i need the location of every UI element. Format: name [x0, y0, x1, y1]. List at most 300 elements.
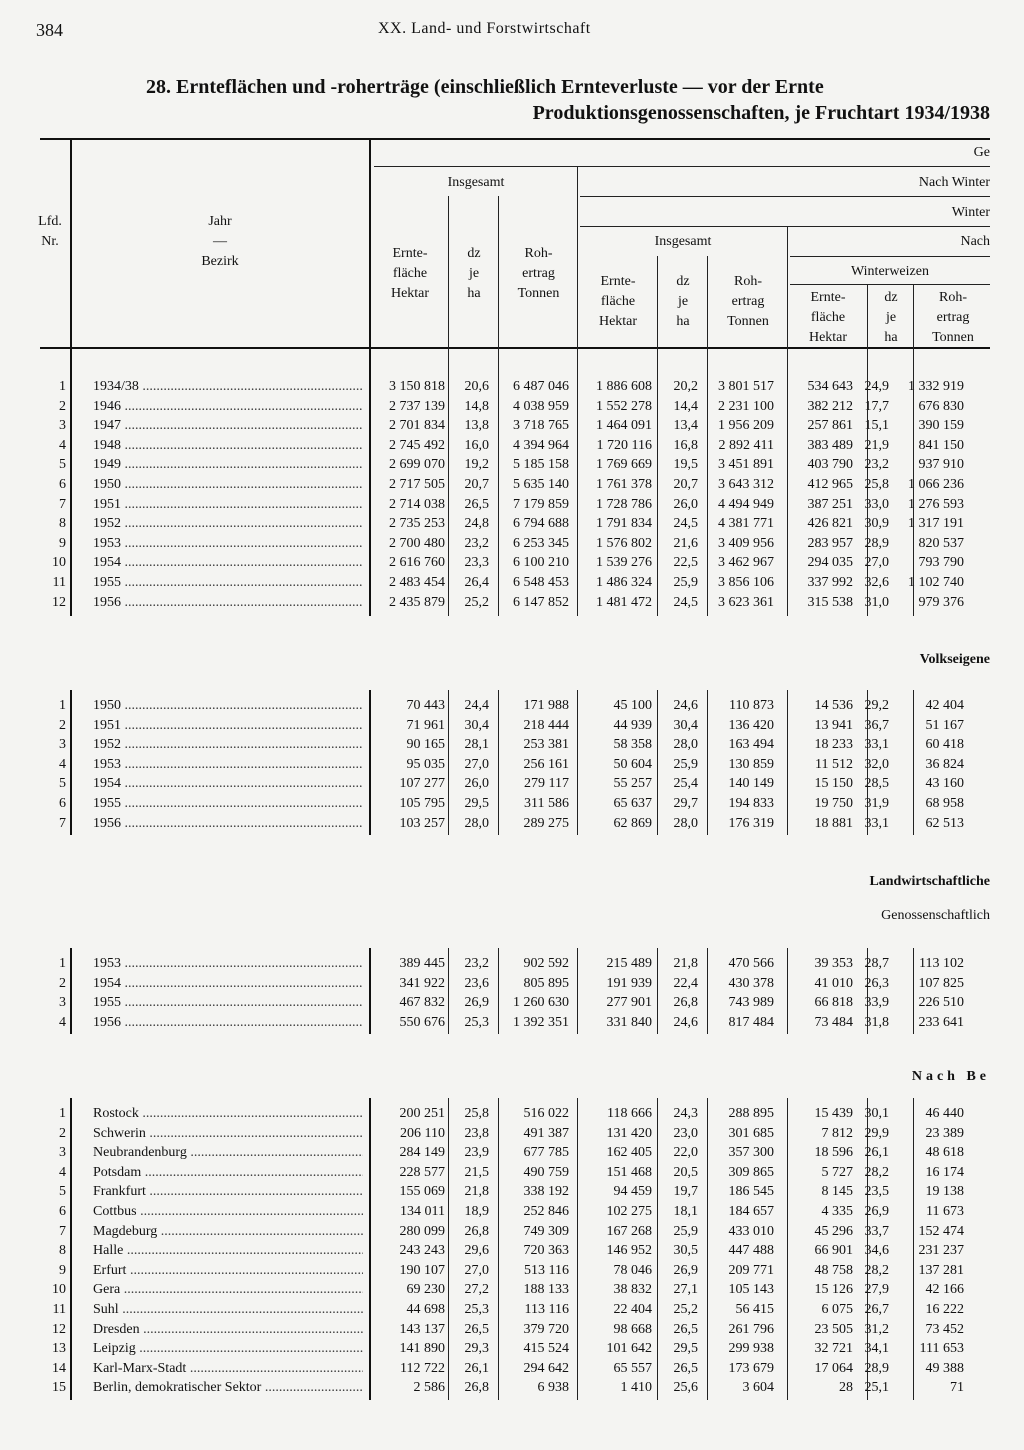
cell-roh-total: 294 642	[523, 1360, 569, 1376]
cell-dzha-winterweizen: 26,3	[864, 975, 889, 991]
cell-roh-total: 4 394 964	[513, 437, 569, 453]
column-rule	[657, 948, 658, 1034]
cell-flaeche-total: 389 445	[399, 956, 445, 971]
row-label: 1951 .....	[93, 495, 363, 515]
row-label: Magdeburg .....	[93, 1222, 363, 1242]
cell-dzha-total: 25,8	[464, 1106, 489, 1121]
cell-flaeche-winterweizen: 41 010	[814, 975, 853, 991]
cell-roh-total: 6 938	[537, 1380, 569, 1396]
cell-roh-winterweizen: 42 404	[925, 698, 964, 713]
cell-dzha-winter: 21,6	[673, 535, 698, 551]
cell-dzha-total: 26,8	[464, 1380, 489, 1396]
row-label: 1956 .....	[93, 1013, 363, 1033]
cell-roh-total: 3 718 765	[513, 418, 569, 434]
cell-dzha-winterweizen: 27,9	[864, 1282, 889, 1298]
cell-dzha-winterweizen: 33,9	[864, 995, 889, 1011]
table-row	[0, 1182, 1000, 1202]
cell-roh-total: 720 363	[523, 1243, 569, 1259]
cell-flaeche-total: 2 737 139	[389, 398, 445, 414]
row-number: 5	[59, 457, 66, 473]
cell-dzha-winterweizen: 26,9	[864, 1204, 889, 1219]
row-number: 7	[59, 496, 66, 512]
row-number: 9	[59, 535, 66, 551]
row-number: 6	[59, 1204, 66, 1219]
cell-dzha-total: 14,8	[464, 398, 489, 414]
cell-dzha-winter: 28,0	[673, 815, 698, 831]
row-label: Gera .....	[93, 1280, 363, 1300]
header-divider-nr	[70, 138, 72, 348]
row-label: Leipzig .....	[93, 1339, 363, 1359]
cell-flaeche-winterweizen: 15 126	[814, 1282, 853, 1298]
cell-flaeche-winter: 98 668	[613, 1321, 652, 1337]
cell-roh-winter: 3 623 361	[718, 594, 774, 610]
cell-dzha-winterweizen: 17,7	[864, 398, 889, 414]
cell-dzha-total: 27,2	[464, 1282, 489, 1298]
row-label: Erfurt .....	[93, 1261, 363, 1281]
header-divider-5	[707, 256, 708, 348]
cell-flaeche-total: 200 251	[399, 1106, 445, 1121]
row-label: 1956 .....	[93, 814, 363, 834]
row-number: 2	[59, 717, 66, 733]
header-insgesamt: Insgesamt	[447, 175, 505, 190]
cell-dzha-winter: 14,4	[673, 398, 698, 414]
cell-dzha-winter: 26,5	[673, 1360, 698, 1376]
cell-roh-total: 1 392 351	[513, 1014, 569, 1030]
cell-flaeche-winter: 62 869	[613, 815, 652, 831]
cell-dzha-winter: 22,0	[673, 1145, 698, 1161]
cell-flaeche-winter: 101 642	[606, 1341, 652, 1357]
cell-roh-winter: 261 796	[728, 1321, 774, 1337]
cell-roh-winterweizen: 36 824	[925, 756, 964, 772]
cell-dzha-winter: 30,4	[673, 717, 698, 733]
cell-dzha-winterweizen: 31,2	[864, 1321, 889, 1337]
cell-roh-total: 6 794 688	[513, 516, 569, 532]
cell-roh-winter: 817 484	[728, 1014, 774, 1030]
cell-roh-winterweizen: 16 222	[925, 1302, 964, 1317]
cell-dzha-winter: 18,1	[673, 1204, 698, 1219]
row-number: 8	[59, 516, 66, 532]
col-head-flaeche-2: Ernte- fläche Hektar	[598, 274, 638, 329]
header-rule-nach-winter	[580, 196, 990, 197]
cell-flaeche-total: 2 735 253	[389, 516, 445, 532]
cell-dzha-winterweizen: 28,2	[864, 1164, 889, 1180]
cell-flaeche-winterweizen: 14 536	[814, 698, 853, 713]
row-label: 1950 .....	[93, 696, 363, 716]
header-insgesamt-winter: Insgesamt	[654, 234, 712, 249]
cell-flaeche-winterweizen: 7 812	[821, 1125, 853, 1141]
row-number: 2	[59, 398, 66, 414]
cell-roh-winter: 309 865	[728, 1164, 774, 1180]
cell-flaeche-total: 2 700 480	[389, 535, 445, 551]
cell-flaeche-winterweizen: 48 758	[814, 1262, 853, 1278]
cell-dzha-winterweizen: 26,7	[864, 1302, 889, 1317]
cell-flaeche-winter: 1 539 276	[596, 555, 652, 571]
cell-roh-total: 6 548 453	[513, 575, 569, 590]
cell-flaeche-total: 190 107	[399, 1262, 445, 1278]
cell-dzha-total: 23,8	[464, 1125, 489, 1141]
cell-dzha-total: 16,0	[464, 437, 489, 453]
cell-roh-winter: 3 409 956	[718, 535, 774, 551]
row-number: 8	[59, 1243, 66, 1259]
cell-dzha-total: 26,5	[464, 1321, 489, 1337]
table-row	[0, 1339, 1000, 1359]
cell-roh-winterweizen: 46 440	[925, 1106, 964, 1121]
row-number: 3	[59, 737, 66, 753]
cell-dzha-total: 25,2	[464, 594, 489, 610]
cell-dzha-winterweizen: 33,1	[864, 815, 889, 831]
cell-flaeche-winter: 1 720 116	[596, 437, 652, 453]
cell-flaeche-winterweizen: 66 818	[814, 995, 853, 1011]
header-lfd-nr: Lfd. Nr.	[38, 214, 62, 249]
table-title-line-1: 28. Ernteflächen und -roherträge (einschließlich Ernteverluste — vor der Ernte	[146, 76, 824, 98]
table-row	[0, 716, 1000, 736]
cell-roh-winterweizen: 11 673	[926, 1204, 964, 1219]
cell-flaeche-winter: 45 100	[613, 698, 652, 713]
column-rule	[707, 948, 708, 1034]
cell-roh-winterweizen: 68 958	[925, 796, 964, 811]
table-row	[0, 1320, 1000, 1340]
row-number: 2	[59, 975, 66, 991]
column-rule	[70, 690, 72, 835]
cell-flaeche-winter: 1 552 278	[596, 398, 652, 414]
table-row	[0, 696, 1000, 716]
cell-roh-total: 6 147 852	[513, 594, 569, 610]
cell-dzha-total: 21,8	[464, 1184, 489, 1200]
cell-roh-winter: 194 833	[728, 796, 774, 811]
cell-flaeche-total: 280 099	[399, 1223, 445, 1239]
cell-dzha-winterweizen: 26,1	[864, 1145, 889, 1161]
cell-flaeche-total: 2 616 760	[389, 555, 445, 571]
table-title-line-2: Produktionsgenossenschaften, je Fruchtart 1934/1938	[532, 102, 990, 124]
column-rule	[448, 690, 449, 835]
table-row	[0, 1202, 1000, 1222]
cell-dzha-winterweizen: 24,9	[864, 379, 889, 394]
column-rule	[707, 690, 708, 835]
cell-flaeche-total: 467 832	[399, 995, 445, 1011]
table-row	[0, 1261, 1000, 1281]
running-head: XX. Land- und Forstwirtschaft	[378, 20, 591, 37]
cell-roh-winter: 447 488	[728, 1243, 774, 1259]
cell-dzha-total: 19,2	[464, 457, 489, 473]
cell-dzha-winter: 25,4	[673, 776, 698, 792]
cell-flaeche-winterweizen: 257 861	[807, 418, 853, 434]
column-rule	[577, 690, 578, 835]
row-number: 14	[52, 1360, 66, 1376]
cell-dzha-winterweizen: 28,5	[864, 776, 889, 792]
cell-flaeche-total: 103 257	[399, 815, 445, 831]
cell-dzha-total: 21,5	[464, 1164, 489, 1180]
table-row	[0, 436, 1000, 456]
cell-dzha-winterweizen: 29,2	[864, 698, 889, 713]
table-row	[0, 514, 1000, 534]
header-divider-4	[657, 256, 658, 348]
row-label: 1949 .....	[93, 455, 363, 475]
row-number: 12	[52, 594, 66, 610]
cell-dzha-total: 29,6	[464, 1243, 489, 1259]
cell-roh-winterweizen: 16 174	[925, 1164, 964, 1180]
cell-flaeche-winterweizen: 15 150	[814, 776, 853, 792]
cell-flaeche-total: 2 435 879	[389, 594, 445, 610]
table-row	[0, 1143, 1000, 1163]
cell-dzha-winterweizen: 33,7	[864, 1223, 889, 1239]
cell-roh-total: 7 179 859	[513, 496, 569, 512]
cell-roh-winterweizen: 226 510	[918, 995, 964, 1011]
row-number: 11	[52, 1302, 66, 1317]
cell-roh-winterweizen: 107 825	[918, 975, 964, 991]
table-row	[0, 1013, 1000, 1033]
cell-roh-winterweizen: 1 102 740	[908, 575, 964, 590]
cell-flaeche-total: 155 069	[399, 1184, 445, 1200]
column-rule	[657, 690, 658, 835]
cell-dzha-winterweizen: 28,7	[864, 956, 889, 971]
cell-dzha-winter: 16,8	[673, 437, 698, 453]
column-rule	[498, 948, 499, 1034]
cell-dzha-total: 20,7	[464, 477, 489, 492]
cell-roh-winter: 176 319	[728, 815, 774, 831]
cell-roh-winter: 130 859	[728, 756, 774, 772]
row-label: 1947 .....	[93, 416, 363, 436]
cell-roh-total: 5 185 158	[513, 457, 569, 473]
col-head-flaeche-1: Ernte- fläche Hektar	[390, 246, 430, 301]
table-row	[0, 993, 1000, 1013]
row-number: 6	[59, 796, 66, 811]
cell-roh-winterweizen: 113 102	[919, 956, 964, 971]
cell-flaeche-winter: 1 769 669	[596, 457, 652, 473]
header-jahr-bezirk: Jahr — Bezirk	[201, 214, 239, 269]
row-number: 3	[59, 1145, 66, 1161]
cell-flaeche-total: 95 035	[406, 756, 445, 772]
table-row	[0, 593, 1000, 613]
cell-dzha-winter: 20,2	[673, 379, 698, 394]
cell-roh-total: 289 275	[523, 815, 569, 831]
cell-roh-winter: 3 462 967	[718, 555, 774, 571]
cell-roh-winterweizen: 1 332 919	[908, 379, 964, 394]
table-row	[0, 1378, 1000, 1398]
cell-flaeche-winter: 94 459	[613, 1184, 652, 1200]
cell-roh-winterweizen: 1 066 236	[908, 477, 964, 492]
cell-dzha-total: 27,0	[464, 756, 489, 772]
cell-roh-winterweizen: 48 618	[925, 1145, 964, 1161]
cell-dzha-total: 28,0	[464, 815, 489, 831]
header-rule-nach	[790, 256, 990, 257]
cell-flaeche-winterweizen: 294 035	[807, 555, 853, 571]
column-rule	[913, 1098, 914, 1400]
header-divider-bezirk	[369, 138, 371, 348]
cell-dzha-winter: 26,8	[673, 995, 698, 1011]
cell-dzha-winterweizen: 33,1	[864, 737, 889, 753]
cell-flaeche-winterweizen: 337 992	[807, 575, 853, 590]
cell-dzha-winter: 26,9	[673, 1262, 698, 1278]
cell-dzha-total: 18,9	[464, 1204, 489, 1219]
header-rule-winter	[580, 226, 990, 227]
row-label: 1953 .....	[93, 755, 363, 775]
cell-dzha-total: 25,3	[464, 1014, 489, 1030]
row-label: Rostock .....	[93, 1104, 363, 1124]
cell-flaeche-winterweizen: 6 075	[821, 1302, 853, 1317]
cell-flaeche-winter: 1 728 786	[596, 496, 652, 512]
column-rule	[867, 348, 868, 616]
cell-roh-winter: 470 566	[728, 956, 774, 971]
cell-dzha-total: 23,6	[464, 975, 489, 991]
cell-roh-total: 902 592	[523, 956, 569, 971]
cell-dzha-total: 26,1	[464, 1360, 489, 1376]
table-row	[0, 397, 1000, 417]
cell-flaeche-total: 243 243	[399, 1243, 445, 1259]
cell-dzha-winter: 24,5	[673, 516, 698, 532]
row-number: 1	[59, 1106, 66, 1121]
cell-roh-winter: 140 149	[728, 776, 774, 792]
table-row	[0, 573, 1000, 593]
column-rule	[577, 1098, 578, 1400]
cell-roh-winter: 136 420	[728, 717, 774, 733]
cell-dzha-winter: 24,6	[673, 698, 698, 713]
cell-dzha-total: 25,3	[464, 1302, 489, 1317]
table-row	[0, 774, 1000, 794]
column-rule	[913, 690, 914, 835]
cell-flaeche-winterweizen: 412 965	[807, 477, 853, 492]
cell-flaeche-total: 284 149	[399, 1145, 445, 1161]
cell-flaeche-total: 2 745 492	[389, 437, 445, 453]
row-label: 1954 .....	[93, 553, 363, 573]
column-rule	[498, 690, 499, 835]
cell-roh-total: 253 381	[523, 737, 569, 753]
cell-flaeche-winterweizen: 8 145	[821, 1184, 853, 1200]
column-rule	[657, 348, 658, 616]
table-row	[0, 814, 1000, 834]
header-divider-3	[577, 166, 578, 348]
row-number: 1	[59, 698, 66, 713]
table-row	[0, 1124, 1000, 1144]
cell-flaeche-winterweizen: 17 064	[814, 1360, 853, 1376]
cell-dzha-winterweizen: 32,6	[864, 575, 889, 590]
col-head-dzha-3: dz je ha	[884, 290, 898, 345]
cell-dzha-total: 20,6	[464, 379, 489, 394]
header-winterweizen: Winterweizen	[851, 264, 929, 279]
cell-flaeche-total: 3 150 818	[389, 379, 445, 394]
cell-dzha-winterweizen: 23,5	[864, 1184, 889, 1200]
row-label: 1953 .....	[93, 534, 363, 554]
header-divider-7	[867, 284, 868, 348]
cell-roh-total: 677 785	[523, 1145, 569, 1161]
cell-dzha-total: 28,1	[464, 737, 489, 753]
cell-roh-winter: 288 895	[728, 1106, 774, 1121]
cell-roh-winter: 173 679	[728, 1360, 774, 1376]
column-rule	[913, 348, 914, 616]
cell-dzha-winterweizen: 31,0	[864, 594, 889, 610]
cell-roh-winterweizen: 23 389	[925, 1125, 964, 1141]
row-label: 1955 .....	[93, 573, 363, 593]
cell-flaeche-total: 2 586	[413, 1380, 445, 1396]
column-rule	[787, 690, 788, 835]
table-row	[0, 553, 1000, 573]
col-head-roh-2: Roh- ertrag Tonnen	[727, 274, 769, 329]
cell-dzha-winter: 26,5	[673, 1321, 698, 1337]
row-label: 1953 .....	[93, 954, 363, 974]
cell-dzha-winter: 23,0	[673, 1125, 698, 1141]
column-rule	[369, 948, 371, 1034]
column-rule	[867, 948, 868, 1034]
cell-flaeche-winter: 38 832	[613, 1282, 652, 1298]
cell-dzha-winterweizen: 25,8	[864, 477, 889, 492]
cell-roh-winterweizen: 841 150	[918, 437, 964, 453]
cell-dzha-winterweizen: 27,0	[864, 555, 889, 571]
row-label: 1948 .....	[93, 436, 363, 456]
cell-roh-winterweizen: 19 138	[925, 1184, 964, 1200]
cell-dzha-winter: 29,5	[673, 1341, 698, 1357]
cell-roh-winter: 301 685	[728, 1125, 774, 1141]
cell-roh-total: 491 387	[523, 1125, 569, 1141]
cell-roh-total: 749 309	[523, 1223, 569, 1239]
cell-roh-winterweizen: 979 376	[918, 594, 964, 610]
cell-dzha-winter: 30,5	[673, 1243, 698, 1259]
row-number: 11	[52, 575, 66, 590]
cell-dzha-winterweizen: 25,1	[864, 1380, 889, 1396]
column-rule	[448, 348, 449, 616]
column-rule	[577, 948, 578, 1034]
cell-roh-total: 6 487 046	[513, 379, 569, 394]
cell-dzha-winterweizen: 31,9	[864, 796, 889, 811]
cell-flaeche-winter: 1 576 802	[596, 535, 652, 551]
cell-dzha-total: 23,2	[464, 535, 489, 551]
cell-roh-winterweizen: 676 830	[918, 398, 964, 414]
cell-dzha-total: 26,9	[464, 995, 489, 1011]
cell-flaeche-winter: 331 840	[606, 1014, 652, 1030]
header-rule-winterweizen	[790, 284, 990, 285]
cell-dzha-winter: 20,7	[673, 477, 698, 492]
cell-dzha-winter: 25,9	[673, 575, 698, 590]
cell-roh-winter: 430 378	[728, 975, 774, 991]
cell-flaeche-winterweizen: 403 790	[807, 457, 853, 473]
cell-dzha-total: 26,0	[464, 776, 489, 792]
cell-roh-winter: 4 381 771	[718, 516, 774, 532]
cell-flaeche-winter: 58 358	[613, 737, 652, 753]
cell-roh-winterweizen: 390 159	[918, 418, 964, 434]
column-rule	[448, 1098, 449, 1400]
cell-flaeche-winter: 1 761 378	[596, 477, 652, 492]
cell-roh-total: 4 038 959	[513, 398, 569, 414]
cell-roh-winterweizen: 49 388	[925, 1360, 964, 1376]
row-number: 1	[59, 956, 66, 971]
cell-flaeche-winterweizen: 315 538	[807, 594, 853, 610]
column-rule	[70, 1098, 72, 1400]
row-label: Suhl .....	[93, 1300, 363, 1320]
row-label: 1954 .....	[93, 774, 363, 794]
cell-flaeche-winter: 102 275	[606, 1204, 652, 1219]
cell-dzha-winterweizen: 28,9	[864, 1360, 889, 1376]
table-row	[0, 1359, 1000, 1379]
cell-flaeche-winter: 118 666	[607, 1106, 652, 1121]
row-label: 1952 .....	[93, 735, 363, 755]
cell-roh-winter: 209 771	[728, 1262, 774, 1278]
cell-flaeche-winterweizen: 18 596	[814, 1145, 853, 1161]
cell-roh-total: 279 117	[524, 776, 569, 792]
cell-roh-winter: 3 451 891	[718, 457, 774, 473]
cell-flaeche-winter: 55 257	[613, 776, 652, 792]
row-label: 1956 .....	[93, 593, 363, 613]
cell-flaeche-total: 44 698	[406, 1302, 445, 1317]
cell-roh-winter: 3 801 517	[718, 379, 774, 394]
row-label: 1951 .....	[93, 716, 363, 736]
cell-roh-winter: 56 415	[735, 1302, 774, 1317]
cell-dzha-winter: 19,5	[673, 457, 698, 473]
cell-dzha-total: 23,2	[464, 956, 489, 971]
row-number: 6	[59, 477, 66, 492]
cell-dzha-winter: 25,9	[673, 756, 698, 772]
table-row	[0, 755, 1000, 775]
cell-flaeche-total: 2 714 038	[389, 496, 445, 512]
header-rule-insgesamt	[374, 166, 990, 167]
cell-roh-winterweizen: 43 160	[925, 776, 964, 792]
